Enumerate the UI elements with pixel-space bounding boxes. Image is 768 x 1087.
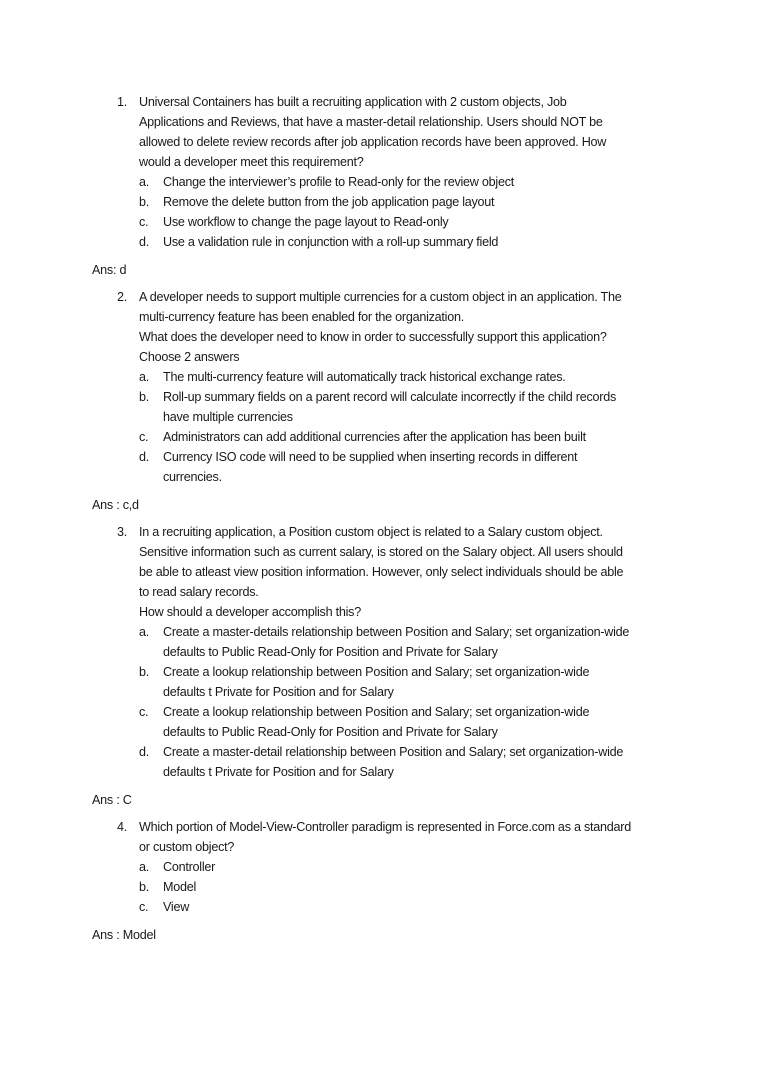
option-c [139,897,688,917]
question-text-line: Applications and Reviews, that have a master-detail relationship. Users should NOT be [139,115,603,129]
option-d [139,447,688,487]
option-letter: c. [139,430,149,444]
option-text: Create a lookup relationship between Position and Salary; set organization-wide [163,705,590,719]
option-text: Create a master-details relationship between Position and Salary; set organization-wide [163,625,630,639]
question-text-line: In a recruiting application, a Position custom object is related to a Salary custom object. [139,525,603,539]
option-letter: c. [139,705,149,719]
option-a [139,857,688,877]
option-d [139,232,688,252]
option-letter: d. [139,450,150,464]
option-text: Use a validation rule in conjunction with a roll-up summary field [163,235,499,249]
option-list [139,172,688,252]
option-c [139,212,688,232]
option-a [139,367,688,387]
option-letter: b. [139,880,150,894]
option-a [139,622,688,662]
option-letter: c. [139,215,149,229]
option-text: defaults t Private for Position and for Salary [163,685,394,699]
option-list [139,857,688,917]
option-letter: a. [139,175,150,189]
option-text: Roll-up summary fields on a parent record will calculate incorrectly if the child records [163,390,617,404]
option-text: defaults to Public Read-Only for Position and Private for Salary [163,645,498,659]
option-text: currencies. [163,470,222,484]
option-b [139,192,688,212]
answer-3: Ans : C [92,793,132,807]
option-a [139,172,688,192]
question-text-line: would a developer meet this requirement? [139,155,364,169]
option-text: defaults to Public Read-Only for Position and Private for Salary [163,725,498,739]
option-c [139,427,688,447]
option-text: Change the interviewer’s profile to Read-only for the review object [163,175,514,189]
question-text-line: What does the developer need to know in order to successfully support this application? [139,330,607,344]
option-text: Model [163,880,197,894]
question-text-line: multi-currency feature has been enabled for the organization. [139,310,464,324]
question-text-line: allowed to delete review records after job application records have been approved. How [139,135,607,149]
option-letter: a. [139,625,150,639]
option-text: Administrators can add additional currencies after the application has been built [163,430,586,444]
option-text: Use workflow to change the page layout to Read-only [163,215,449,229]
option-letter: a. [139,860,150,874]
question-text-line: How should a developer accomplish this? [139,605,361,619]
question-number: 4. [117,820,128,834]
option-list [139,367,688,487]
question-text-line: A developer needs to support multiple currencies for a custom object in an application. The [139,290,622,304]
option-text: Create a master-detail relationship between Position and Salary; set organization-wide [163,745,624,759]
question-2 [92,287,688,487]
answer-1: Ans: d [92,263,127,277]
option-letter: a. [139,370,150,384]
question-text-line: be able to atleast view position information. However, only select individuals should be able [139,565,624,579]
option-letter: c. [139,900,149,914]
option-b [139,662,688,702]
option-letter: b. [139,665,150,679]
option-letter: b. [139,195,150,209]
option-text: Currency ISO code will need to be supplied when inserting records in different [163,450,578,464]
option-list [139,622,688,782]
option-text: have multiple currencies [163,410,293,424]
option-letter: d. [139,235,150,249]
option-letter: d. [139,745,150,759]
option-text: View [163,900,190,914]
question-number: 2. [117,290,128,304]
question-text-line: Which portion of Model-View-Controller paradigm is represented in Force.com as a standard [139,820,631,834]
option-b [139,387,688,427]
question-text-line: Choose 2 answers [139,350,240,364]
option-text: The multi-currency feature will automatically track historical exchange rates. [163,370,566,384]
option-text: Controller [163,860,216,874]
question-number: 3. [117,525,128,539]
question-1 [92,92,688,252]
option-c [139,702,688,742]
question-text-line: Universal Containers has built a recruiting application with 2 custom objects, Job [139,95,567,109]
question-text-line: or custom object? [139,840,235,854]
option-text: defaults t Private for Position and for Salary [163,765,394,779]
answer-2: Ans : c,d [92,498,139,512]
option-b [139,877,688,897]
option-d [139,742,688,782]
question-number: 1. [117,95,128,109]
option-letter: b. [139,390,150,404]
question-3 [92,522,688,782]
question-4 [92,817,688,917]
answer-4: Ans : Model [92,928,156,942]
option-text: Create a lookup relationship between Position and Salary; set organization-wide [163,665,590,679]
question-text-line: Sensitive information such as current salary, is stored on the Salary object. All users should [139,545,623,559]
option-text: Remove the delete button from the job application page layout [163,195,495,209]
question-text-line: to read salary records. [139,585,259,599]
